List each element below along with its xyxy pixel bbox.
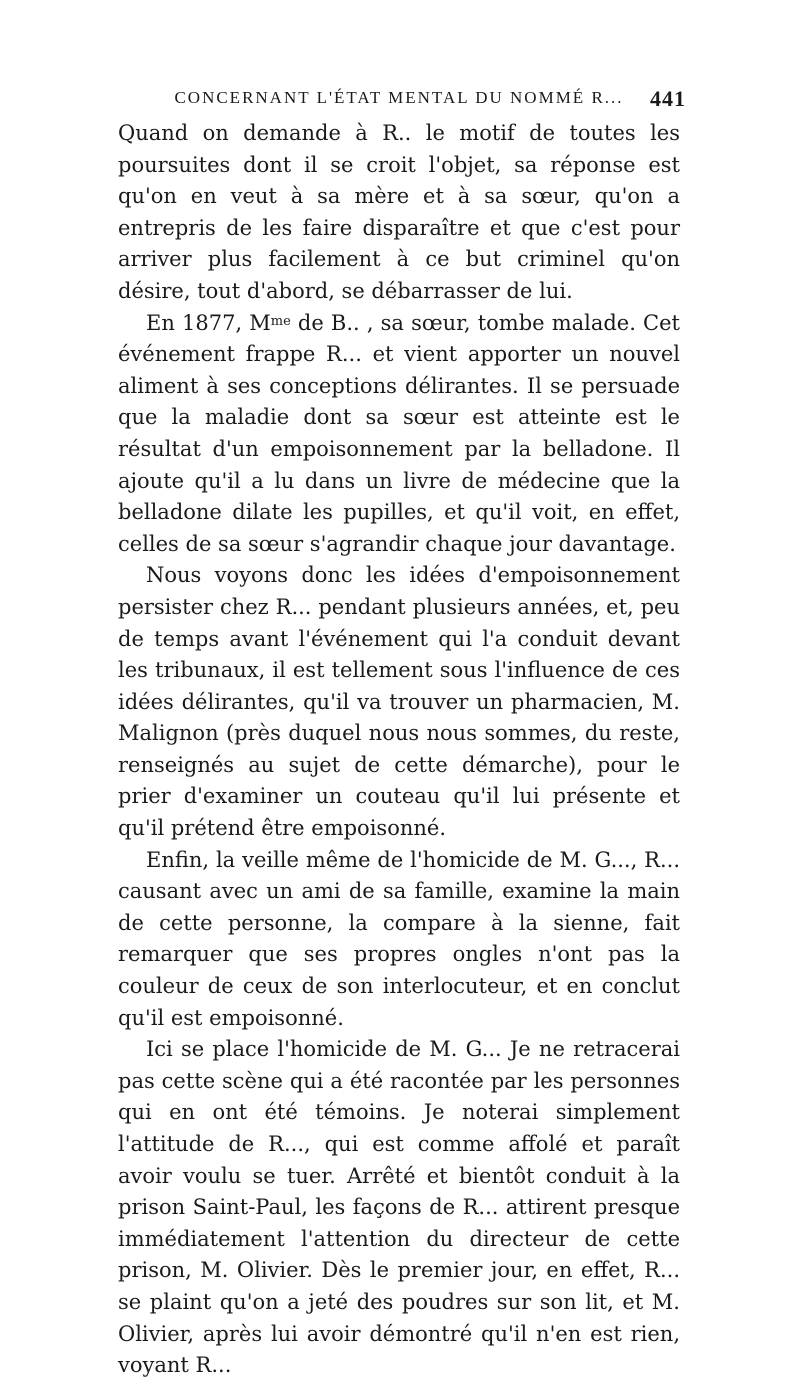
page-number: 441 <box>650 86 686 111</box>
running-header <box>118 86 686 118</box>
paragraph-5: Ici se place l'homicide de M. G... Je ne retracerai pas cette scène qui a été racontée par les personnes qui en ont été témoins. Je noterai simplement l'attitude de R..., qui est comme affolé et paraît avoir voulu se tuer. Arrêté et bientôt conduit à la prison Saint-Paul, les façons de R... attirent presque immédiatement l'attention du directeur de cette prison, M. Olivier. Dès le premier jour, en effet, R... se plaint qu'on a jeté des poudres sur son lit, et M. Olivier, après lui avoir démontré qu'il n'en est rien, voyant R... <box>118 1037 680 1378</box>
body-text <box>118 118 680 1382</box>
running-title: CONCERNANT L'ÉTAT MENTAL DU NOMMÉ R... <box>174 88 624 107</box>
paragraph-4: Enfin, la veille même de l'homicide de M. G..., R... causant avec un ami de sa famille, examine la main de cette personne, la compare à la sienne, fait remarquer que ses propres ongles n'ont pas la couleur de ceux de son interlocuteur, et en conclut qu'il est empoisonné. <box>118 847 680 1030</box>
paragraph-1: Quand on demande à R.. le motif de toutes les poursuites dont il se croit l'objet, sa réponse est qu'on en veut à sa mère et à sa sœur, qu'on a entrepris de les faire disparaître et que c'est pour arriver plus facilement à ce but criminel qu'on désire, tout d'abord, se débarrasser de lui. <box>118 121 680 303</box>
paragraph-3: Nous voyons donc les idées d'empoisonnement persister chez R... pendant plusieurs années, et, peu de temps avant l'événement qui l'a conduit devant les tribunaux, il est tellement sous l'influence de ces idées délirantes, qu'il va trouver un pharmacien, M. Malignon (près duquel nous nous sommes, du reste, renseignés au sujet de cette démarche), pour le prier d'examiner un couteau qu'il lui présente et qu'il prétend être empoisonné. <box>118 563 680 841</box>
paragraph-2: En 1877, $M^{me}$ de B.. , sa sœur, tombe malade. Cet événement frappe R... et vient apporter un nouvel aliment à ses conceptions délirantes. Il se persuade que la maladie dont sa sœur est atteinte est le résultat d'un empoisonnement par la belladone. Il ajoute qu'il a lu dans un livre de médecine que la belladone dilate les pupilles, et qu'il voit, en effet, celles de sa sœur s'agrandir chaque jour davantage. <box>118 310 680 556</box>
